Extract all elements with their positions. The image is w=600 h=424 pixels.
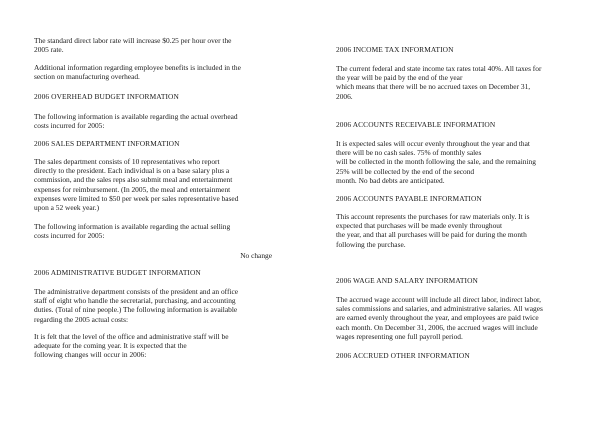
labor-rate-paragraph (34, 36, 272, 54)
paragraph-line: Additional information regarding employee benefits is included in the (34, 63, 241, 72)
paragraph-line: The following information is available regarding the actual selling (34, 222, 231, 231)
paragraph-line: costs incurred for 2005: (34, 231, 105, 241)
paragraph-line: are earned evenly throughout the year, and employees are paid twice (336, 313, 539, 323)
paragraph-line: which means that there will be no accrued taxes on December 31, (336, 82, 531, 92)
paragraph-line: staff of eight who handle the secretarial, purchasing, and accounting (34, 296, 236, 306)
paragraph-line: each month. On December 31, 2006, the accrued wages will include (336, 322, 538, 332)
receivable-heading: 2006 ACCOUNTS RECEIVABLE INFORMATION (336, 120, 496, 129)
admin-changes-paragraph (34, 332, 272, 360)
paragraph-line: The current federal and state income tax rates total 40%. All taxes for (336, 64, 542, 73)
sales-heading: 2006 SALES DEPARTMENT INFORMATION (34, 139, 180, 148)
paragraph-line: regarding the 2005 actual costs: (34, 314, 128, 324)
paragraph-line: This account represents the purchases for raw materials only. It is (336, 212, 530, 221)
paragraph-line: there will be no cash sales. 75% of monthly sales (336, 148, 482, 158)
paragraph-line: month. No bad debts are anticipated. (336, 175, 445, 185)
paragraph-line: 25% will be collected by the end of the second (336, 166, 475, 176)
paragraph-line: section on manufacturing overhead. (34, 72, 140, 82)
no-change-note: No change (240, 251, 272, 260)
paragraph-line: will be collected in the month following the sale, and the remaining (336, 157, 536, 167)
paragraph-line: 2005 rate. (34, 45, 64, 55)
paragraph-line: commission, and the sales reps also submit meal and entertainment (34, 175, 233, 185)
paragraph-line: It is expected sales will occur evenly throughout the year and that (336, 139, 530, 148)
payable-paragraph (336, 212, 572, 249)
wage-heading: 2006 WAGE AND SALARY INFORMATION (336, 276, 478, 285)
paragraph-line: expenses for reimbursement. (In 2005, the meal and entertainment (34, 184, 231, 194)
income-tax-heading: 2006 INCOME TAX INFORMATION (336, 45, 454, 54)
paragraph-line: costs incurred for 2005: (34, 121, 105, 131)
paragraph-line: adequate for the coming year. It is expected that the (34, 341, 187, 351)
paragraph-line: expenses were limited to $50 per week per sales representative based (34, 193, 239, 203)
paragraph-line: The standard direct labor rate will increase $0.25 per hour over the (34, 36, 232, 45)
paragraph-line: sales commissions and salaries, and administrative salaries. All wages (336, 304, 543, 314)
accrued-heading: 2006 ACCRUED OTHER INFORMATION (336, 351, 470, 360)
paragraph-line: 2006. (336, 91, 353, 101)
paragraph-line: following the purchase. (336, 239, 406, 249)
income-tax-paragraph (336, 64, 572, 101)
paragraph-line: the year, and that all purchases will be paid for during the month (336, 230, 527, 240)
admin-heading: 2006 ADMINISTRATIVE BUDGET INFORMATION (34, 268, 201, 277)
paragraph-line: The following information is available regarding the actual overhead (34, 112, 238, 121)
paragraph-line: wages representing one full payroll period. (336, 331, 463, 341)
overhead-paragraph (34, 112, 272, 130)
paragraph-line: directly to the president. Each individual is on a base salary plus a (34, 166, 230, 176)
employee-benefits-paragraph (34, 63, 272, 81)
payable-heading: 2006 ACCOUNTS PAYABLE INFORMATION (336, 194, 482, 203)
paragraph-line: It is felt that the level of the office and administrative staff will be (34, 332, 229, 341)
receivable-paragraph (336, 139, 572, 185)
paragraph-line: expected that purchases will be made evenly throughout (336, 221, 503, 231)
overhead-heading: 2006 OVERHEAD BUDGET INFORMATION (34, 92, 179, 101)
paragraph-line: The administrative department consists of the president and an office (34, 287, 239, 296)
admin-paragraph (34, 287, 272, 324)
paragraph-line: The accrued wage account will include all direct labor, indirect labor, (336, 295, 542, 304)
paragraph-line: upon a 52 week year.) (34, 203, 100, 213)
paragraph-line: The sales department consists of 10 representatives who report (34, 157, 220, 166)
sales-paragraph (34, 157, 272, 212)
paragraph-line: the year will be paid by the end of the year (336, 73, 463, 83)
wage-paragraph (336, 295, 572, 341)
paragraph-line: duties. (Total of nine people.) The following information is available (34, 305, 238, 315)
paragraph-line: following changes will occur in 2006: (34, 350, 147, 360)
selling-costs-paragraph (34, 222, 272, 240)
